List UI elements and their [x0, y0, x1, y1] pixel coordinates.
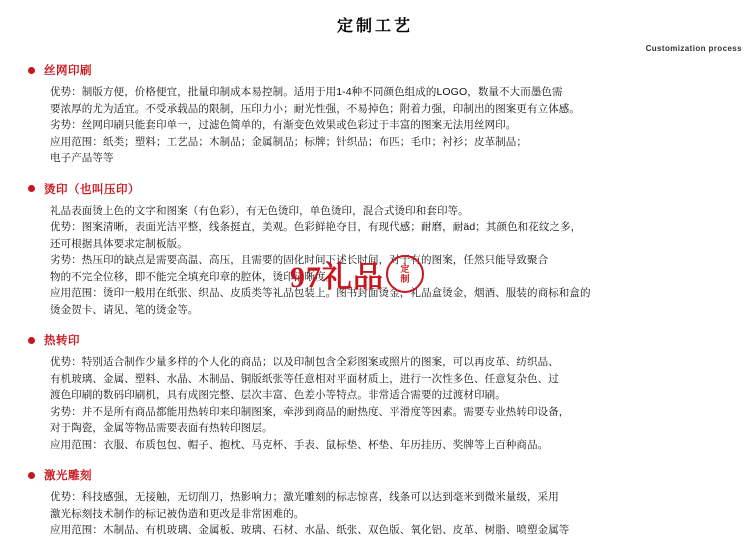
- paragraph: 渡色印刷的数码印刷机，具有成图完整、层次丰富、色差小等特点。非常适合需要的过渡材印刷。: [50, 389, 506, 401]
- document-content: [0, 62, 750, 539]
- bullet-icon: [28, 67, 35, 74]
- paragraph: 要浓厚的尤为适宜。不受承载品的限制，压印力小；耐光性强，不易掉色；附着力强，印制出的图案更有立体感。: [50, 102, 580, 115]
- paragraph: 还可根据具体要求定制板版。: [50, 237, 188, 250]
- paragraph: 劣势：丝网印刷只能套印单一，过滤色简单的，有渐变色效果或色彩过于丰富的图案无法用丝网印。: [50, 119, 517, 131]
- bullet-icon: [28, 337, 35, 344]
- watermark-text: 97礼品: [290, 261, 384, 294]
- paragraph: 劣势：并不是所有商品都能用热转印来印制图案，牵涉到商品的耐热度、平滑度等因素。需要专业热转印设备，: [50, 405, 570, 418]
- section-laser-engraving: [24, 467, 726, 539]
- paragraph: 应用范围：纸类；塑料；工艺品；木制品；金属制品；标牌；针织品；布匹；毛巾；衬衫；皮革制品；: [50, 135, 527, 148]
- section-silkscreen: [24, 62, 726, 167]
- section-heading: [24, 332, 726, 348]
- section-heading: [24, 467, 726, 483]
- paragraph: 礼品表面烫上色的文字和图案（有色彩），有无色烫印，单色烫印，混合式烫印和套印等。: [50, 204, 469, 217]
- paragraph: 优势：图案清晰，表面光洁平整，线条挺直，美观。色彩鲜艳夺目，有现代感；耐磨，耐äd；其颜色和花纹之多，: [50, 221, 582, 233]
- bullet-icon: [28, 472, 35, 479]
- section-heading: [24, 181, 726, 197]
- paragraph: 应用范围：木制品、有机玻璃、金属板、玻璃、石材、水晶、纸张、双色版、氧化铝、皮革、树脂、喷塑金属等: [50, 524, 570, 536]
- page-header: [0, 0, 750, 62]
- paragraph: 电子产品等等: [50, 152, 114, 164]
- section-hot-stamping: [24, 181, 726, 319]
- paragraph: 优势：特别适合制作少量多样的个人化的商品；以及印制包含全彩图案或照片的图案，可以再皮革、纺织品、: [50, 356, 559, 368]
- paragraph: 应用范围：烫印一般用在纸张、织品、皮质类等礼品包装上。图书封面烫金，礼品盒烫金，烟酒、服装的商标和盒的: [50, 287, 591, 299]
- paragraph: 应用范围：衣服、布质包包、帽子、抱枕、马克杯、手表、鼠标垫、杯垫、年历挂历、奖牌等上百种商品。: [50, 438, 549, 451]
- page-title: [0, 13, 750, 36]
- section-heading: [24, 62, 726, 78]
- paragraph: 激光标刻技术制作的标记被伪造和更改是非常困难的。: [50, 507, 305, 520]
- watermark-seal-line1: 定: [400, 264, 410, 274]
- page-subtitle: Customization process: [645, 44, 742, 53]
- section-title: 丝网印刷: [44, 65, 92, 77]
- paragraph: 对于陶瓷，金属等物品需要表面有热转印图层。: [50, 422, 273, 434]
- section-title: 热转印: [44, 335, 80, 347]
- bullet-icon: [28, 185, 35, 192]
- page-title-text: 定制工艺: [323, 18, 427, 35]
- paragraph: 劣势：热压印的缺点是需要高温、高压，且需要的固化时间下述长时间，对于有的图案，任然只能导致聚合: [50, 254, 549, 266]
- paragraph: 有机玻璃、金属、塑料、水晶、木制品、铜版纸张等任意相对平面材质上，进行一次性多色、任意复杂色、过: [50, 372, 559, 385]
- paragraph: 优势：科技感强，无接触，无切削刀，热影响力；激光雕刻的标志惊喜，线条可以达到毫米到微米量级，采用: [50, 491, 559, 503]
- paragraph: 烫金贺卡、请见、笔的烫金等。: [50, 303, 199, 316]
- paragraph: 物的不完全位移，即不能完全填充印章的腔体，烫印清晰度。: [50, 270, 337, 283]
- paragraph: 优势：制版方便，价格便宜，批量印制成本易控制。适用于用1-4种不同颜色组成的LOGO，数量不大而墨色需: [50, 86, 563, 98]
- watermark-seal-line2: 制: [400, 274, 410, 284]
- section-heat-transfer: [24, 332, 726, 453]
- section-title: 烫印（也叫压印）: [44, 183, 140, 196]
- section-title: 激光雕刻: [44, 470, 92, 482]
